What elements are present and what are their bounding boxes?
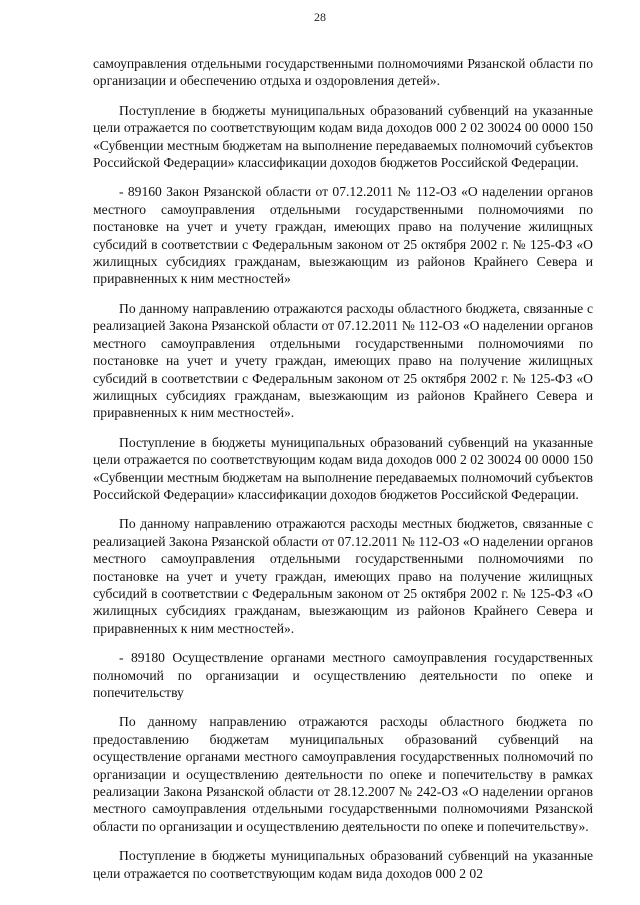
paragraph: Поступление в бюджеты муниципальных образований субвенций на указанные цели отражается по соответствующим кодам вида доходов 000 2 02 30024 00 0000 150 «Субвенции местным бюджетам на выполнение передаваемых полномочий субъектов Российской Федерации» классификации доходов бюджетов Российской Федерации. bbox=[93, 102, 593, 171]
paragraph: Поступление в бюджеты муниципальных образований субвенций на указанные цели отражается по соответствующим кодам вида доходов 000 2 02 bbox=[93, 848, 593, 881]
paragraph: По данному направлению отражаются расходы местных бюджетов, связанные с реализацией Закона Рязанской области от 07.12.2011 № 112-ОЗ «О наделении органов местного самоуправления отдельными государственными полномочиями по постановке на учет и учету граждан, имеющих право на получение жилищных субсидий в соответствии с Федеральным законом от 25 октября 2002 г. № 125-ФЗ «О жилищных субсидиях гражданам, выезжающим из районов Крайнего Севера и приравненных к ним местностей». bbox=[93, 516, 593, 636]
paragraph-item-89160: - 89160 Закон Рязанской области от 07.12.2011 № 112-ОЗ «О наделении органов местного самоуправления отдельными государственными полномочиями по постановке на учет и учету граждан, имеющих право на получение жилищных субсидий в соответствии с Федеральным законом от 25 октября 2002 г. № 125-ФЗ «О жилищных субсидиях гражданам, выезжающим из районов Крайнего Севера и приравненных к ним местностей» bbox=[93, 184, 593, 287]
document-body bbox=[93, 55, 593, 894]
page-number: 28 bbox=[314, 10, 326, 24]
paragraph-item-89180: - 89180 Осуществление органами местного самоуправления государственных полномочий по организации и осуществлению деятельности по опеке и попечительству bbox=[93, 650, 593, 700]
paragraph-continuation: самоуправления отдельными государственными полномочиями Рязанской области по организации и обеспечению отдыха и оздоровления детей». bbox=[93, 56, 593, 89]
paragraph: По данному направлению отражаются расходы областного бюджета по предоставлению бюджетам муниципальных образований субвенций на осуществление органами местного самоуправления государственных полномочий по организации и осуществлению деятельности по опеке и попечительству в рамках реализации Закона Рязанской области от 28.12.2007 № 242-ОЗ «О наделении органов местного самоуправления отдельными государственными полномочиями Рязанской области по организации и осуществлению деятельности по опеке и попечительству». bbox=[93, 714, 593, 834]
paragraph: Поступление в бюджеты муниципальных образований субвенций на указанные цели отражается по соответствующим кодам вида доходов 000 2 02 30024 00 0000 150 «Субвенции местным бюджетам на выполнение передаваемых полномочий субъектов Российской Федерации» классификации доходов бюджетов Российской Федерации. bbox=[93, 434, 593, 502]
paragraph: По данному направлению отражаются расходы областного бюджета, связанные с реализацией Закона Рязанской области от 07.12.2011 № 112-ОЗ «О наделении органов местного самоуправления отдельными государственными полномочиями по постановке на учет и учету граждан, имеющих право на получение жилищных субсидий в соответствии с Федеральным законом от 25 октября 2002 г. № 125-ФЗ «О жилищных субсидиях гражданам, выезжающим из районов Крайнего Севера и приравненных к ним местностей». bbox=[93, 300, 593, 421]
